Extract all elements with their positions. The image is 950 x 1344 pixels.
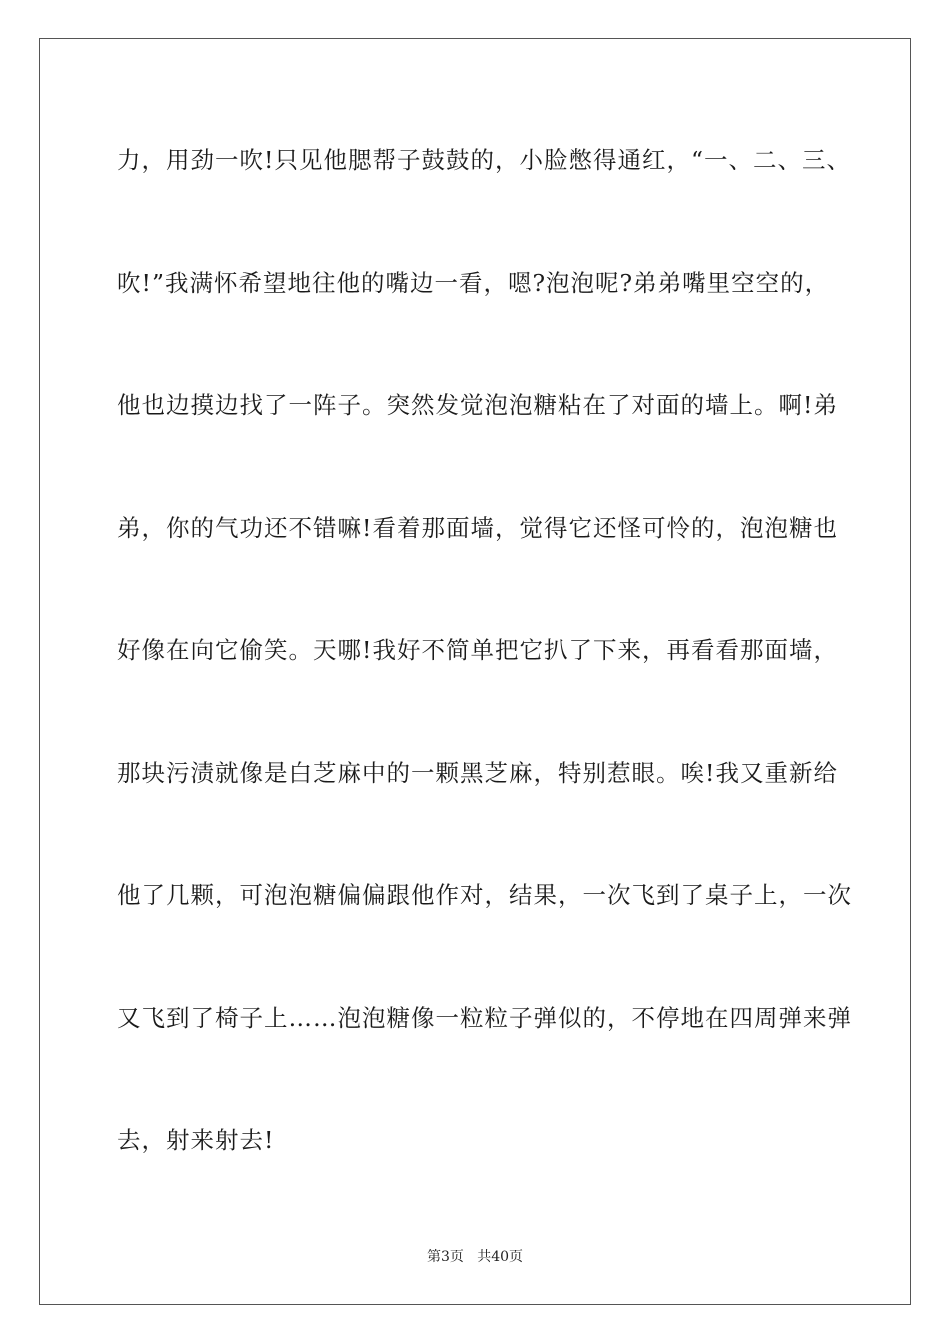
page-number-footer: 第3页 共40页 <box>426 1249 524 1265</box>
text-line: 他了几颗，可泡泡糖偏偏跟他作对，结果，一次飞到了桌子上，一次 <box>117 881 852 909</box>
text-line: 又飞到了椅子上……泡泡糖像一粒粒子弹似的，不停地在四周弹来弹 <box>117 1003 852 1032</box>
document-body <box>117 120 857 1223</box>
text-line: 他也边摸边找了一阵子。突然发觉泡泡糖粘在了对面的墙上。啊!弟 <box>117 391 838 419</box>
text-line: 弟，你的气功还不错嘛!看着那面墙，觉得它还怪可怜的，泡泡糖也 <box>117 513 838 542</box>
text-line: 力，用劲一吹!只见他腮帮子鼓鼓的，小脸憋得通红，“一、二、三、 <box>117 146 851 174</box>
text-line: 好像在向它偷笑。天哪!我好不简单把它扒了下来，再看看那面墙， <box>117 636 838 664</box>
text-line: 吹!”我满怀希望地往他的嘴边一看，嗯?泡泡呢?弟弟嘴里空空的， <box>117 268 830 297</box>
text-line: 那块污渍就像是白芝麻中的一颗黑芝麻，特别惹眼。唉!我又重新给 <box>117 758 838 787</box>
text-line: 去，射来射去! <box>117 1126 275 1154</box>
